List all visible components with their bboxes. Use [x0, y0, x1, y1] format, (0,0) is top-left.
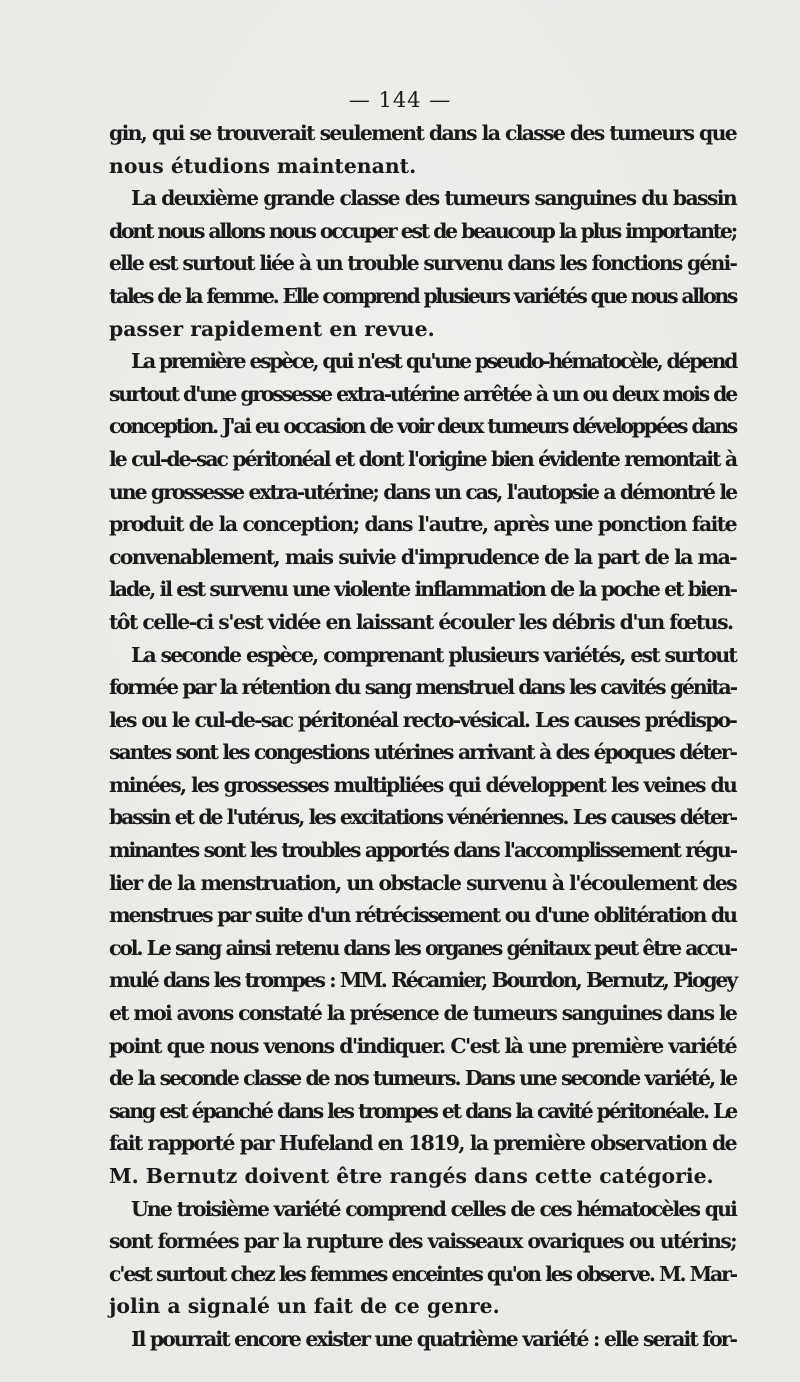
text-line: dont nous allons nous occuper est de beaucoup la plus importante;: [109, 218, 736, 243]
text-line: elle est surtout liée à un trouble survenu dans les fonctions géni-: [109, 251, 736, 276]
text-line: gin, qui se trouverait seulement dans la classe des tumeurs que: [109, 121, 736, 145]
text-line: convenablement, mais suivie d'imprudence de la part de la ma-: [109, 544, 736, 569]
text-line: menstrues par suite d'un rétrécissement ou d'une oblitération du: [109, 903, 736, 928]
text-line: La première espèce, qui n'est qu'une pseudo-hématocèle, dépend: [131, 349, 736, 374]
text-line: lade, il est survenu une violente inflammation de la poche et bien-: [109, 577, 736, 602]
text-line: point que nous venons d'indiquer. C'est là une première variété: [109, 1033, 736, 1058]
text-line: col. Le sang ainsi retenu dans les organes génitaux peut être accu-: [109, 935, 736, 960]
text-line: sang est épanché dans les trompes et dans la cavité péritonéale. Le: [109, 1098, 736, 1123]
text-line: mulé dans les trompes : MM. Récamier, Bourdon, Bernutz, Piogey: [109, 968, 736, 993]
text-line: le cul-de-sac péritonéal et dont l'origine bien évidente remontait à: [109, 446, 736, 471]
text-line: surtout d'une grossesse extra-utérine arrêtée à un ou deux mois de: [109, 381, 736, 406]
text-line: conception. J'ai eu occasion de voir deux tumeurs développées dans: [109, 414, 736, 439]
text-line: bassin et de l'utérus, les excitations vénériennes. Les causes déter-: [109, 805, 736, 830]
text-line: fait rapporté par Hufeland en 1819, la première observation de: [109, 1131, 736, 1156]
text-line: passer rapidement en revue.: [109, 316, 435, 341]
text-line: c'est surtout chez les femmes enceintes qu'on les observe. M. Mar-: [109, 1261, 736, 1286]
body-text: [109, 117, 736, 1356]
text-line: minées, les grossesses multipliées qui développent les veines du: [109, 772, 736, 797]
text-line: jolin a signalé un fait de ce genre.: [109, 1294, 500, 1319]
text-line: santes sont les congestions utérines arrivant à des époques déter-: [109, 740, 736, 765]
text-line: Une troisième variété comprend celles de ces hématocèles qui: [131, 1196, 736, 1221]
text-line: La deuxième grande classe des tumeurs sanguines du bassin: [131, 186, 736, 211]
text-line: une grossesse extra-utérine; dans un cas, l'autopsie a démontré le: [109, 479, 736, 504]
text-line: tôt celle-ci s'est vidée en laissant écouler les débris d'un fœtus.: [109, 609, 733, 634]
text-line: La seconde espèce, comprenant plusieurs variétés, est surtout: [131, 642, 736, 667]
text-line: minantes sont les troubles apportés dans l'accomplissement régu-: [109, 838, 736, 863]
text-line: sont formées par la rupture des vaisseaux ovariques ou utérins;: [109, 1229, 736, 1254]
text-line: produit de la conception; dans l'autre, après une ponction faite: [109, 512, 736, 537]
text-line: de la seconde classe de nos tumeurs. Dans une seconde variété, le: [109, 1066, 736, 1091]
text-line: Il pourrait encore exister une quatrième variété : elle serait for-: [131, 1326, 736, 1351]
text-line: les ou le cul-de-sac péritonéal recto-vésical. Les causes prédispo-: [109, 707, 736, 732]
text-line: M. Bernutz doivent être rangés dans cette catégorie.: [109, 1164, 714, 1188]
text-line: nous étudions maintenant.: [109, 153, 417, 178]
text-line: formée par la rétention du sang menstruel dans les cavités génita-: [109, 675, 736, 700]
text-line: lier de la menstruation, un obstacle survenu à l'écoulement des: [109, 870, 736, 895]
page-number: — 144 —: [348, 88, 452, 112]
text-line: tales de la femme. Elle comprend plusieurs variétés que nous allons: [109, 283, 736, 308]
text-line: et moi avons constaté la présence de tumeurs sanguines dans le: [109, 1001, 736, 1026]
